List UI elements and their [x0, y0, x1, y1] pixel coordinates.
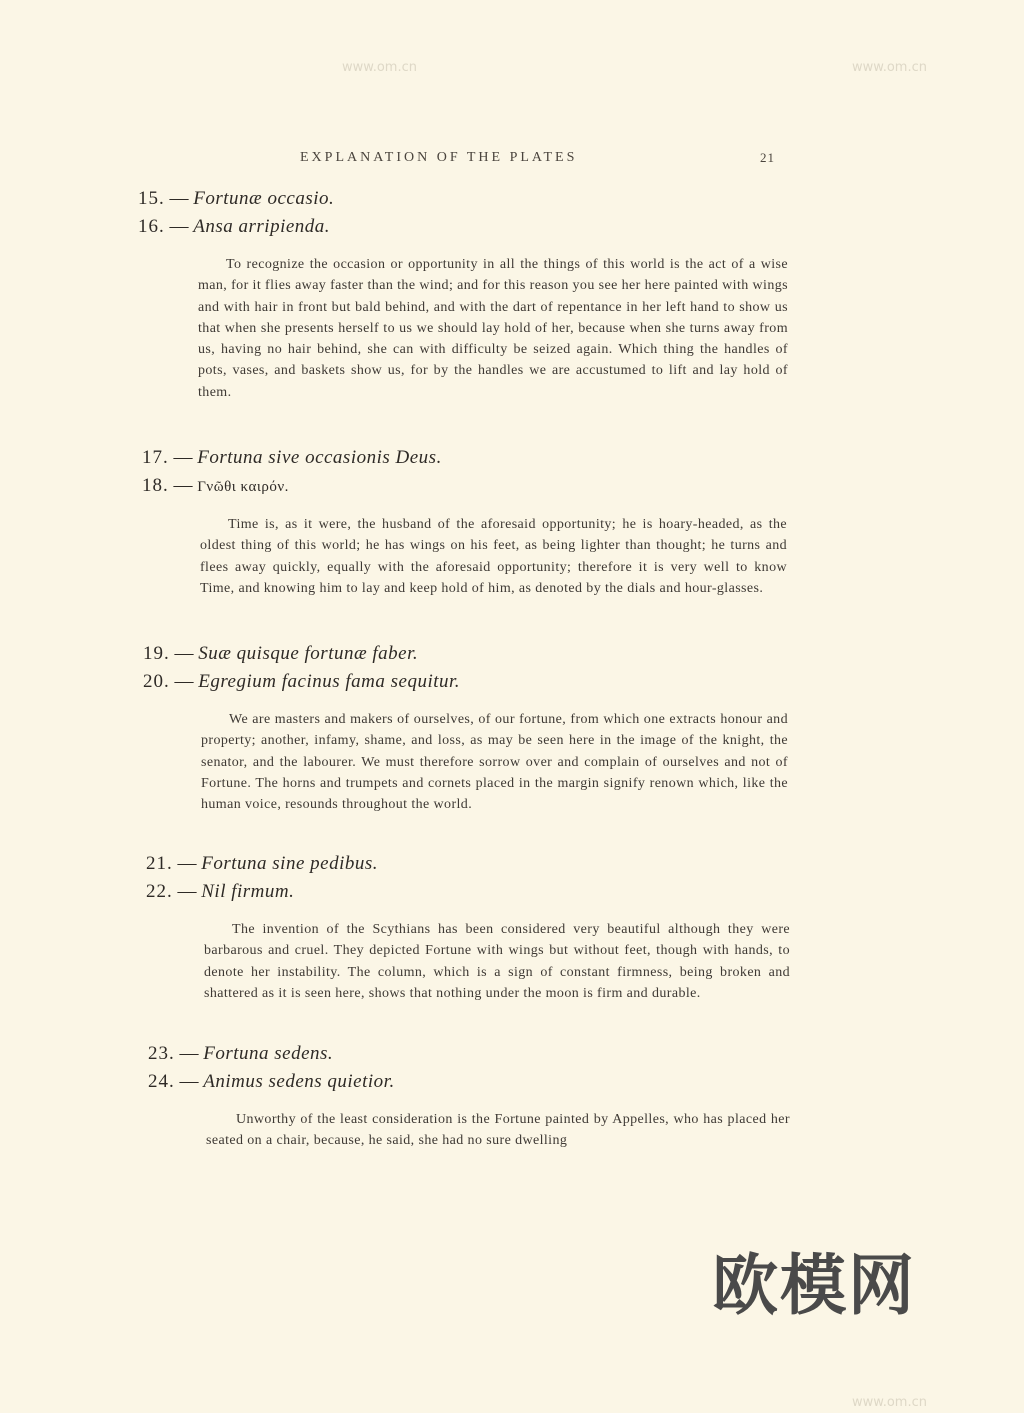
watermark-small: www.om.cn [852, 60, 927, 75]
heading-18 [142, 472, 787, 501]
paragraph: Unworthy of the least consideration is the Fortune painted by Appelles, who has placed her seated on a chair, because, he said, she had no sure dwelling [206, 1112, 790, 1149]
entry-19-20 [143, 640, 788, 815]
dash: — [179, 1043, 204, 1064]
entry-21-22 [146, 850, 790, 1004]
heading-23 [148, 1040, 790, 1068]
heading-24 [148, 1068, 790, 1096]
entry-23-24 [148, 1040, 790, 1152]
heading-title: Egregium facinus fama sequitur. [198, 671, 461, 692]
heading-title: Fortunæ occasio. [193, 188, 335, 209]
heading-number: 17. [142, 447, 169, 468]
watermark-small: www.om.cn [852, 1395, 927, 1410]
heading-15 [138, 185, 788, 213]
heading-title: Ansa arripienda. [193, 216, 331, 237]
entry-17-18 [142, 444, 787, 599]
watermark-logo: 欧模网 [712, 1247, 916, 1324]
paragraph: The invention of the Scythians has been considered very beautiful although they were barbarous and cruel. They depicted Fortune with wings but without feet, though with hands, to denote her instability. The column, which is a sign of constant firmness, being broken and shattered as it is seen here, shows that nothing under the moon is firm and durable. [204, 922, 790, 1001]
running-head: EXPLANATION OF THE PLATES [300, 150, 578, 165]
heading-number: 24. [148, 1071, 175, 1092]
entry-15-16 [138, 185, 788, 403]
heading-20 [143, 668, 788, 696]
heading-22 [146, 878, 790, 906]
dash: — [174, 643, 199, 664]
heading-number: 19. [143, 643, 170, 664]
heading-number: 21. [146, 853, 173, 874]
heading-title: Fortuna sedens. [203, 1043, 334, 1064]
heading-number: 18. [142, 475, 169, 496]
heading-number: 23. [148, 1043, 175, 1064]
paragraph: Time is, as it were, the husband of the aforesaid opportunity; he is hoary-headed, as the oldest thing of this world; he has wings on his feet, as being lighter than thought; he turns and flees away quickly, equally with the aforesaid opportunity; therefore it is very well to know Time, and knowing him to lay and keep hold of him, as denoted by the dials and hour-glasses. [200, 517, 787, 596]
watermark-small: www.om.cn [342, 60, 417, 75]
paragraph: We are masters and makers of ourselves, of our fortune, from which one extracts honour and property; another, infamy, shame, and loss, as may be seen here in the image of the knight, the senator, and the labourer. We must therefore sorrow over and complain of ourselves and not of Fortune. The horns and trumpets and cornets placed in the margin signify renown which, like the human voice, resounds throughout the world. [201, 712, 788, 813]
heading-title: Animus sedens quietior. [203, 1071, 395, 1092]
dash: — [177, 881, 202, 902]
heading-16 [138, 213, 788, 241]
dash: — [174, 671, 199, 692]
heading-title: Γνῶθι καιρόν. [197, 479, 289, 495]
heading-21 [146, 850, 790, 878]
heading-number: 20. [143, 671, 170, 692]
heading-title: Suæ quisque fortunæ faber. [198, 643, 419, 664]
dash: — [179, 1071, 204, 1092]
heading-number: 22. [146, 881, 173, 902]
dash: — [177, 853, 202, 874]
page-number: 21 [760, 150, 775, 165]
heading-title: Fortuna sive occasionis Deus. [197, 447, 442, 468]
dash: — [169, 216, 194, 237]
heading-17 [142, 444, 787, 472]
dash: — [173, 447, 198, 468]
paragraph: To recognize the occasion or opportunity in all the things of this world is the act of a wise man, for it flies away faster than the wind; and for this reason you see her here painted with wings and with hair in front but bald behind, and with the dart of repentance in her left hand to show us that when she presents herself to us we should lay hold of her, because when she turns away from us, having no hair behind, she can with difficulty be seized again. Which thing the handles of pots, vases, and baskets show us, for by the handles we are accustumed to lift and lay hold of them. [198, 257, 788, 400]
heading-number: 15. [138, 188, 165, 209]
heading-title: Fortuna sine pedibus. [201, 853, 378, 874]
dash: — [169, 188, 194, 209]
heading-number: 16. [138, 216, 165, 237]
heading-19 [143, 640, 788, 668]
heading-title: Nil firmum. [201, 881, 295, 902]
dash: — [173, 475, 198, 496]
